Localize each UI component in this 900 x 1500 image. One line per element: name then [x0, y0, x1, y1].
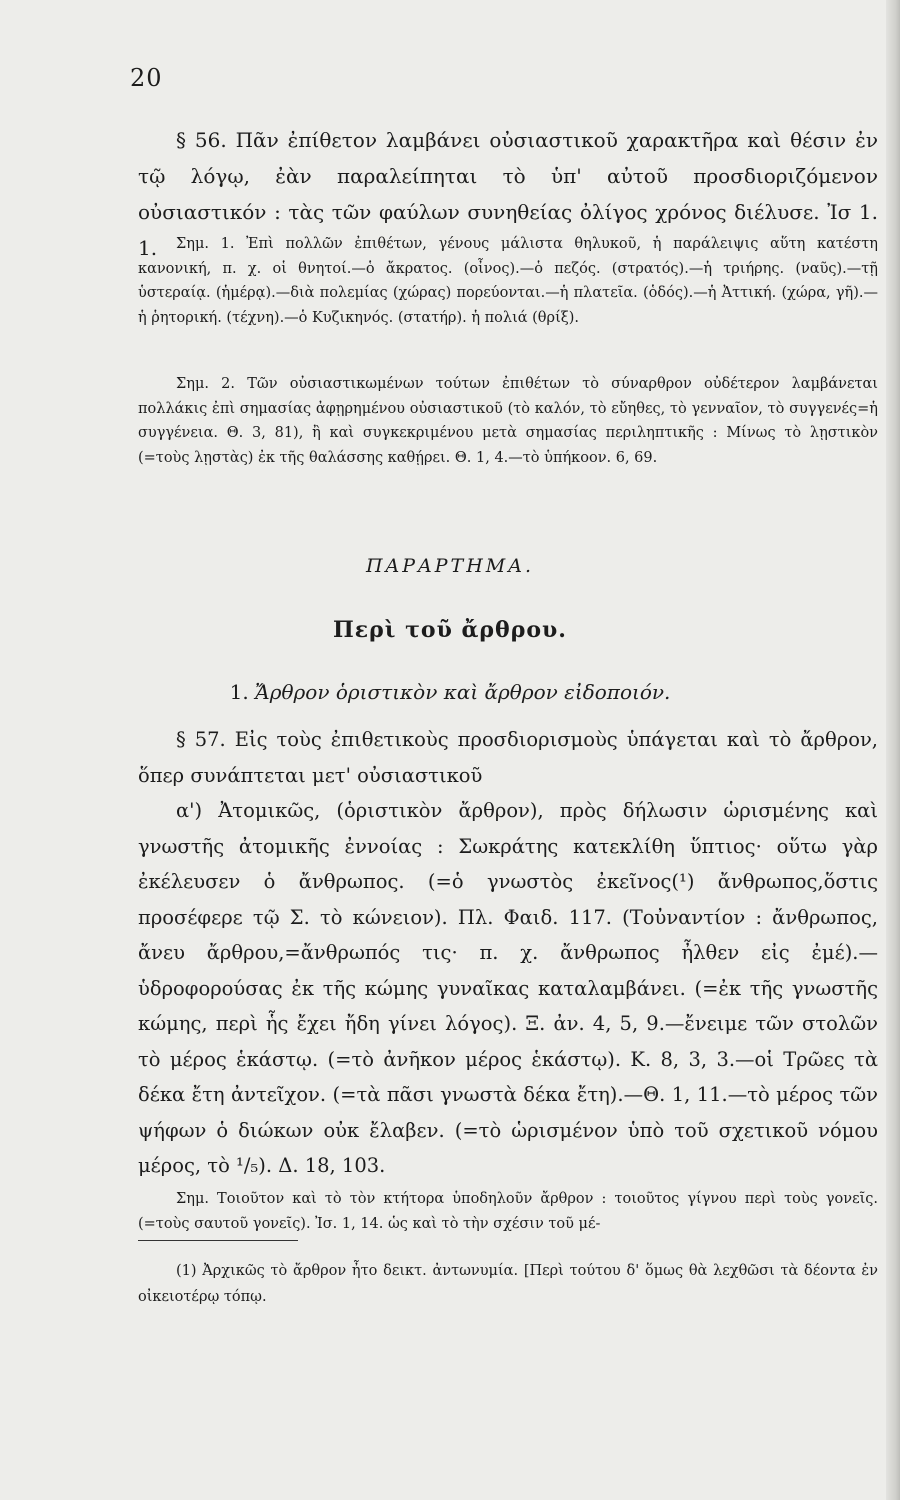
- note-2-text: Σημ. 2. Τῶν οὐσιαστικωμένων τούτων ἐπιθέτων τὸ σύναρθρον οὐδέτερον λαμβάνεται πολλάκις ἐπὶ σημασίας ἀφῃρημένου οὐσιαστικοῦ (τὸ καλόν, τὸ εὔηθες, τὸ γενναῖον, τὸ συγγενές=ἡ συγγένεια. Θ. 3, 81), ἢ καὶ συγκεκριμένου μετὰ σημασίας περιληπτικῆς : Μίνως τὸ λῃστικὸν (=τοὺς λῃστὰς) ἐκ τῆς θαλάσσης καθῄρει. Θ. 1, 4.—τὸ ὑπήκοον. 6, 69.: [138, 376, 878, 466]
- footnote-text: (1) Ἀρχικῶς τὸ ἄρθρον ἦτο δεικτ. ἀντωνυμία. [Περὶ τούτου δ' ὅμως θὰ λεχθῶσι τὰ δέοντα ἐν οἰκειοτέρῳ τόπῳ.: [138, 1263, 878, 1305]
- paragraph-57-intro: § 57. Εἰς τοὺς ἐπιθετικοὺς προσδιορισμοὺς ὑπάγεται καὶ τὸ ἄρθρον, ὅπερ συνάπτεται μετ' οὐσιαστικοῦ: [138, 728, 878, 787]
- subsection-number: 1.: [229, 680, 249, 704]
- footnote: [138, 1258, 878, 1310]
- paragraph-57-body: α') Ἀτομικῶς, (ὁριστικὸν ἄρθρον), πρὸς δήλωσιν ὡρισμένης καὶ γνωστῆς ἀτομικῆς ἐννοίας : Σωκράτης κατεκλίθη ὕπτιος· οὕτω γὰρ ἐκέλευσεν ὁ ἄνθρωπος. (=ὁ γνωστὸς ἐκεῖνος(¹) ἄνθρωπος,ὅστις προσέφερε τῷ Σ. τὸ κώνειον). Πλ. Φαιδ. 117. (Τοὐναντίον : ἄνθρωπος, ἄνευ ἄρθρου,=ἄνθρωπός τις· π. χ. ἄνθρωπος ἦλθεν εἰς ἐμέ).—ὑδροφορούσας ἐκ τῆς κώμης γυναῖκας καταλαμβάνει. (=ἐκ τῆς γνωστῆς κώμης, περὶ ἧς ἔχει ἤδη γίνει λόγος). Ξ. ἀν. 4, 5, 9.—ἔνειμε τῶν στολῶν τὸ μέρος ἑκάστῳ. (=τὸ ἀνῆκον μέρος ἑκάστῳ). Κ. 8, 3, 3.—οἱ Τρῶες τὰ δέκα ἔτη ἀντεῖχον. (=τὰ πᾶσι γνωστὰ δέκα ἔτη).—Θ. 1, 11.—τὸ μέρος τῶν ψήφων ὁ διώκων οὐκ ἔλαβεν. (=τὸ ὡρισμένον ὑπὸ τοῦ σχετικοῦ νόμου μέρος, τὸ ¹/₅). Δ. 18, 103.: [138, 799, 878, 1177]
- subsection-title: Ἄρθρον ὁριστικὸν καὶ ἄρθρον εἰδοποιόν.: [255, 680, 671, 704]
- appendix-title: ΠΑΡΑΡΤΗΜΑ.: [365, 555, 535, 577]
- section-title: Περὶ τοῦ ἄρθρου.: [333, 617, 567, 643]
- note-1: [138, 232, 878, 330]
- note-3: [138, 1187, 878, 1236]
- paragraph-56-text: § 56. Πᾶν ἐπίθετον λαμβάνει οὐσιαστικοῦ χαρακτῆρα καὶ θέσιν ἐν τῷ λόγῳ, ἐὰν παραλείπηται τὸ ὑπ' αὐτοῦ προσδιοριζόμενον οὐσιαστικόν : τὰς τῶν φαύλων συνηθείας ὀλίγος χρόνος διέλυσε. Ἰσ 1. 1.: [138, 128, 878, 260]
- footnote-rule: [138, 1240, 298, 1241]
- note-2: [138, 372, 878, 470]
- page-edge-shadow: [886, 0, 900, 1500]
- page-number: 20: [130, 64, 163, 92]
- paragraph-57: [138, 722, 878, 1184]
- subsection-heading: [0, 680, 900, 704]
- note-1-text: Σημ. 1. Ἐπὶ πολλῶν ἐπιθέτων, γένους μάλιστα θηλυκοῦ, ἡ παράλειψις αὕτη κατέστη κανονική, π. χ. οἱ θνητοί.—ὁ ἄκρατος. (οἶνος).—ὁ πεζός. (στρατός).—ἡ τριήρης. (ναῦς).—τῇ ὑστεραίᾳ. (ἡμέρᾳ).—διὰ πολεμίας (χώρας) πορεύονται.—ἡ πλατεῖα. (ὁδός).—ἡ Ἀττική. (χώρα, γῆ).—ἡ ῥητορική. (τέχνη).—ὁ Κυζικηνός. (στατήρ). ἡ πολιά (θρίξ).: [138, 236, 878, 326]
- note-3-text: Σημ. Τοιοῦτον καὶ τὸ τὸν κτήτορα ὑποδηλοῦν ἄρθρον : τοιοῦτος γίγνου περὶ τοὺς γονεῖς. (=τοὺς σαυτοῦ γονεῖς). Ἰσ. 1, 14. ὡς καὶ τὸ τὴν σχέσιν τοῦ μέ-: [138, 1191, 878, 1232]
